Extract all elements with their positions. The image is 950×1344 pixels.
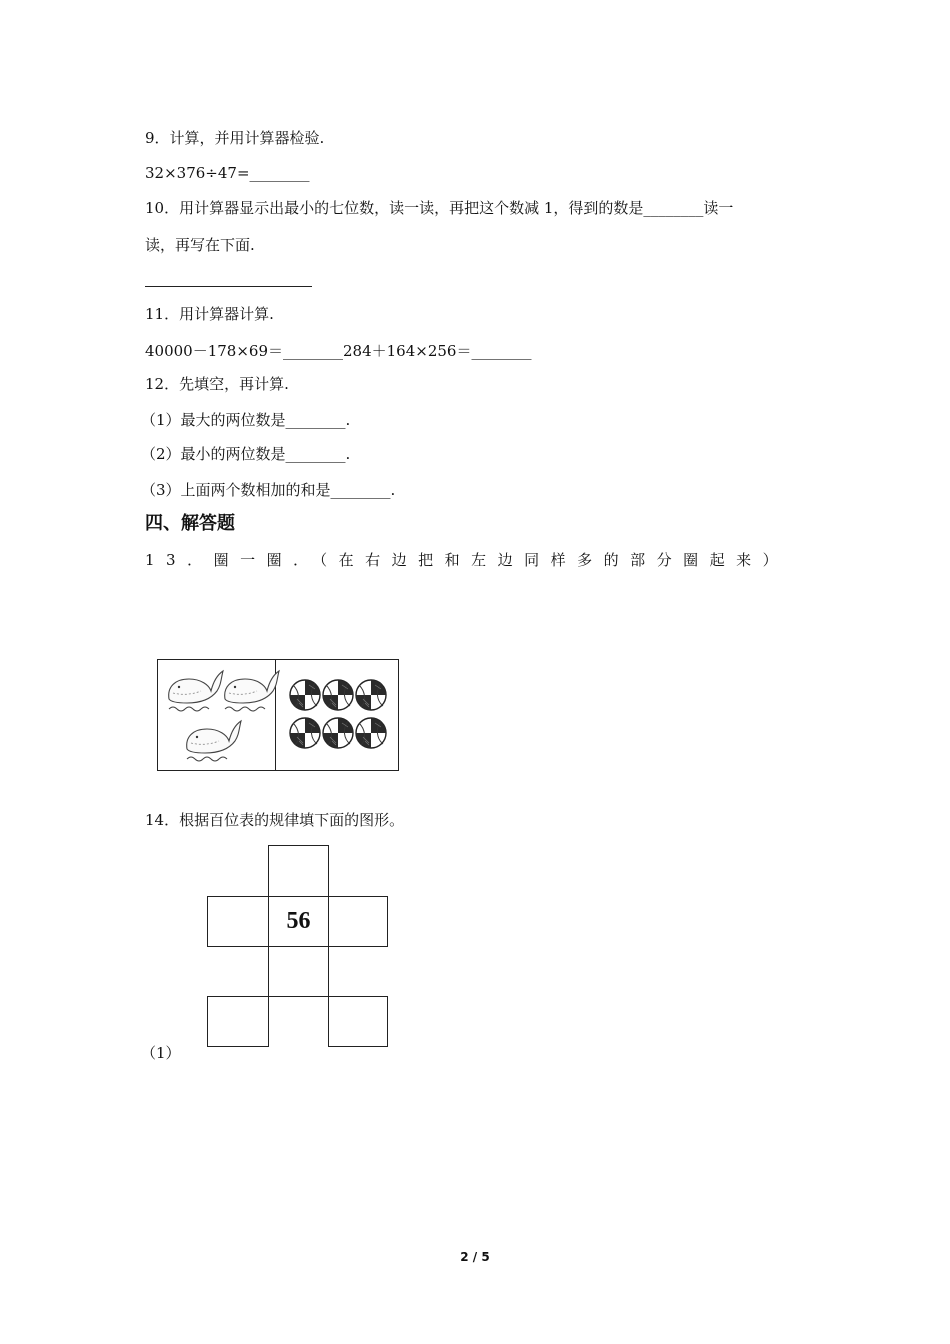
q14-part-label: （1） — [141, 1044, 181, 1062]
grid-cell-middle[interactable] — [268, 946, 329, 997]
q12-item-2: （2）最小的两位数是________. — [141, 445, 351, 463]
grid-cell-right[interactable] — [328, 896, 388, 947]
q11-expression: 40000－178×69＝________284＋164×256＝________ — [145, 342, 532, 360]
q9-title: 9．计算，并用计算器检验. — [145, 129, 325, 147]
q10-answer-line — [145, 286, 312, 287]
ball-icon — [356, 718, 386, 748]
page-number: 2 / 5 — [460, 1250, 490, 1264]
q10-line1: 10．用计算器显示出最小的七位数，读一读，再把这个数减 1，得到的数是________读一 — [145, 199, 734, 217]
q9-expression: 32×376÷47=________ — [145, 164, 310, 182]
ball-icon — [356, 680, 386, 710]
grid-cell-center: 56 — [268, 896, 329, 947]
q14-title: 14．根据百位表的规律填下面的图形。 — [145, 811, 405, 829]
q10-line2: 读，再写在下面. — [145, 236, 255, 254]
q12-item-1: （1）最大的两位数是________. — [141, 411, 351, 429]
grid-cell-left[interactable] — [207, 896, 269, 947]
ball-icon — [323, 718, 353, 748]
q11-title: 11．用计算器计算. — [145, 305, 274, 323]
grid-cell-bottom-right[interactable] — [328, 996, 388, 1047]
grid-cell-top[interactable] — [268, 845, 329, 897]
q13-title: 13．圈一圈．（在右边把和左边同样多的部分圈起来） — [145, 551, 790, 569]
ball-icon — [290, 680, 320, 710]
q12-title: 12．先填空，再计算. — [145, 375, 289, 393]
ball-icon — [290, 718, 320, 748]
section-heading: 四、解答题 — [145, 513, 235, 534]
q13-figure — [157, 659, 399, 771]
grid-cell-bottom-left[interactable] — [207, 996, 269, 1047]
ball-icon — [323, 680, 353, 710]
q12-item-3: （3）上面两个数相加的和是________. — [141, 481, 396, 499]
